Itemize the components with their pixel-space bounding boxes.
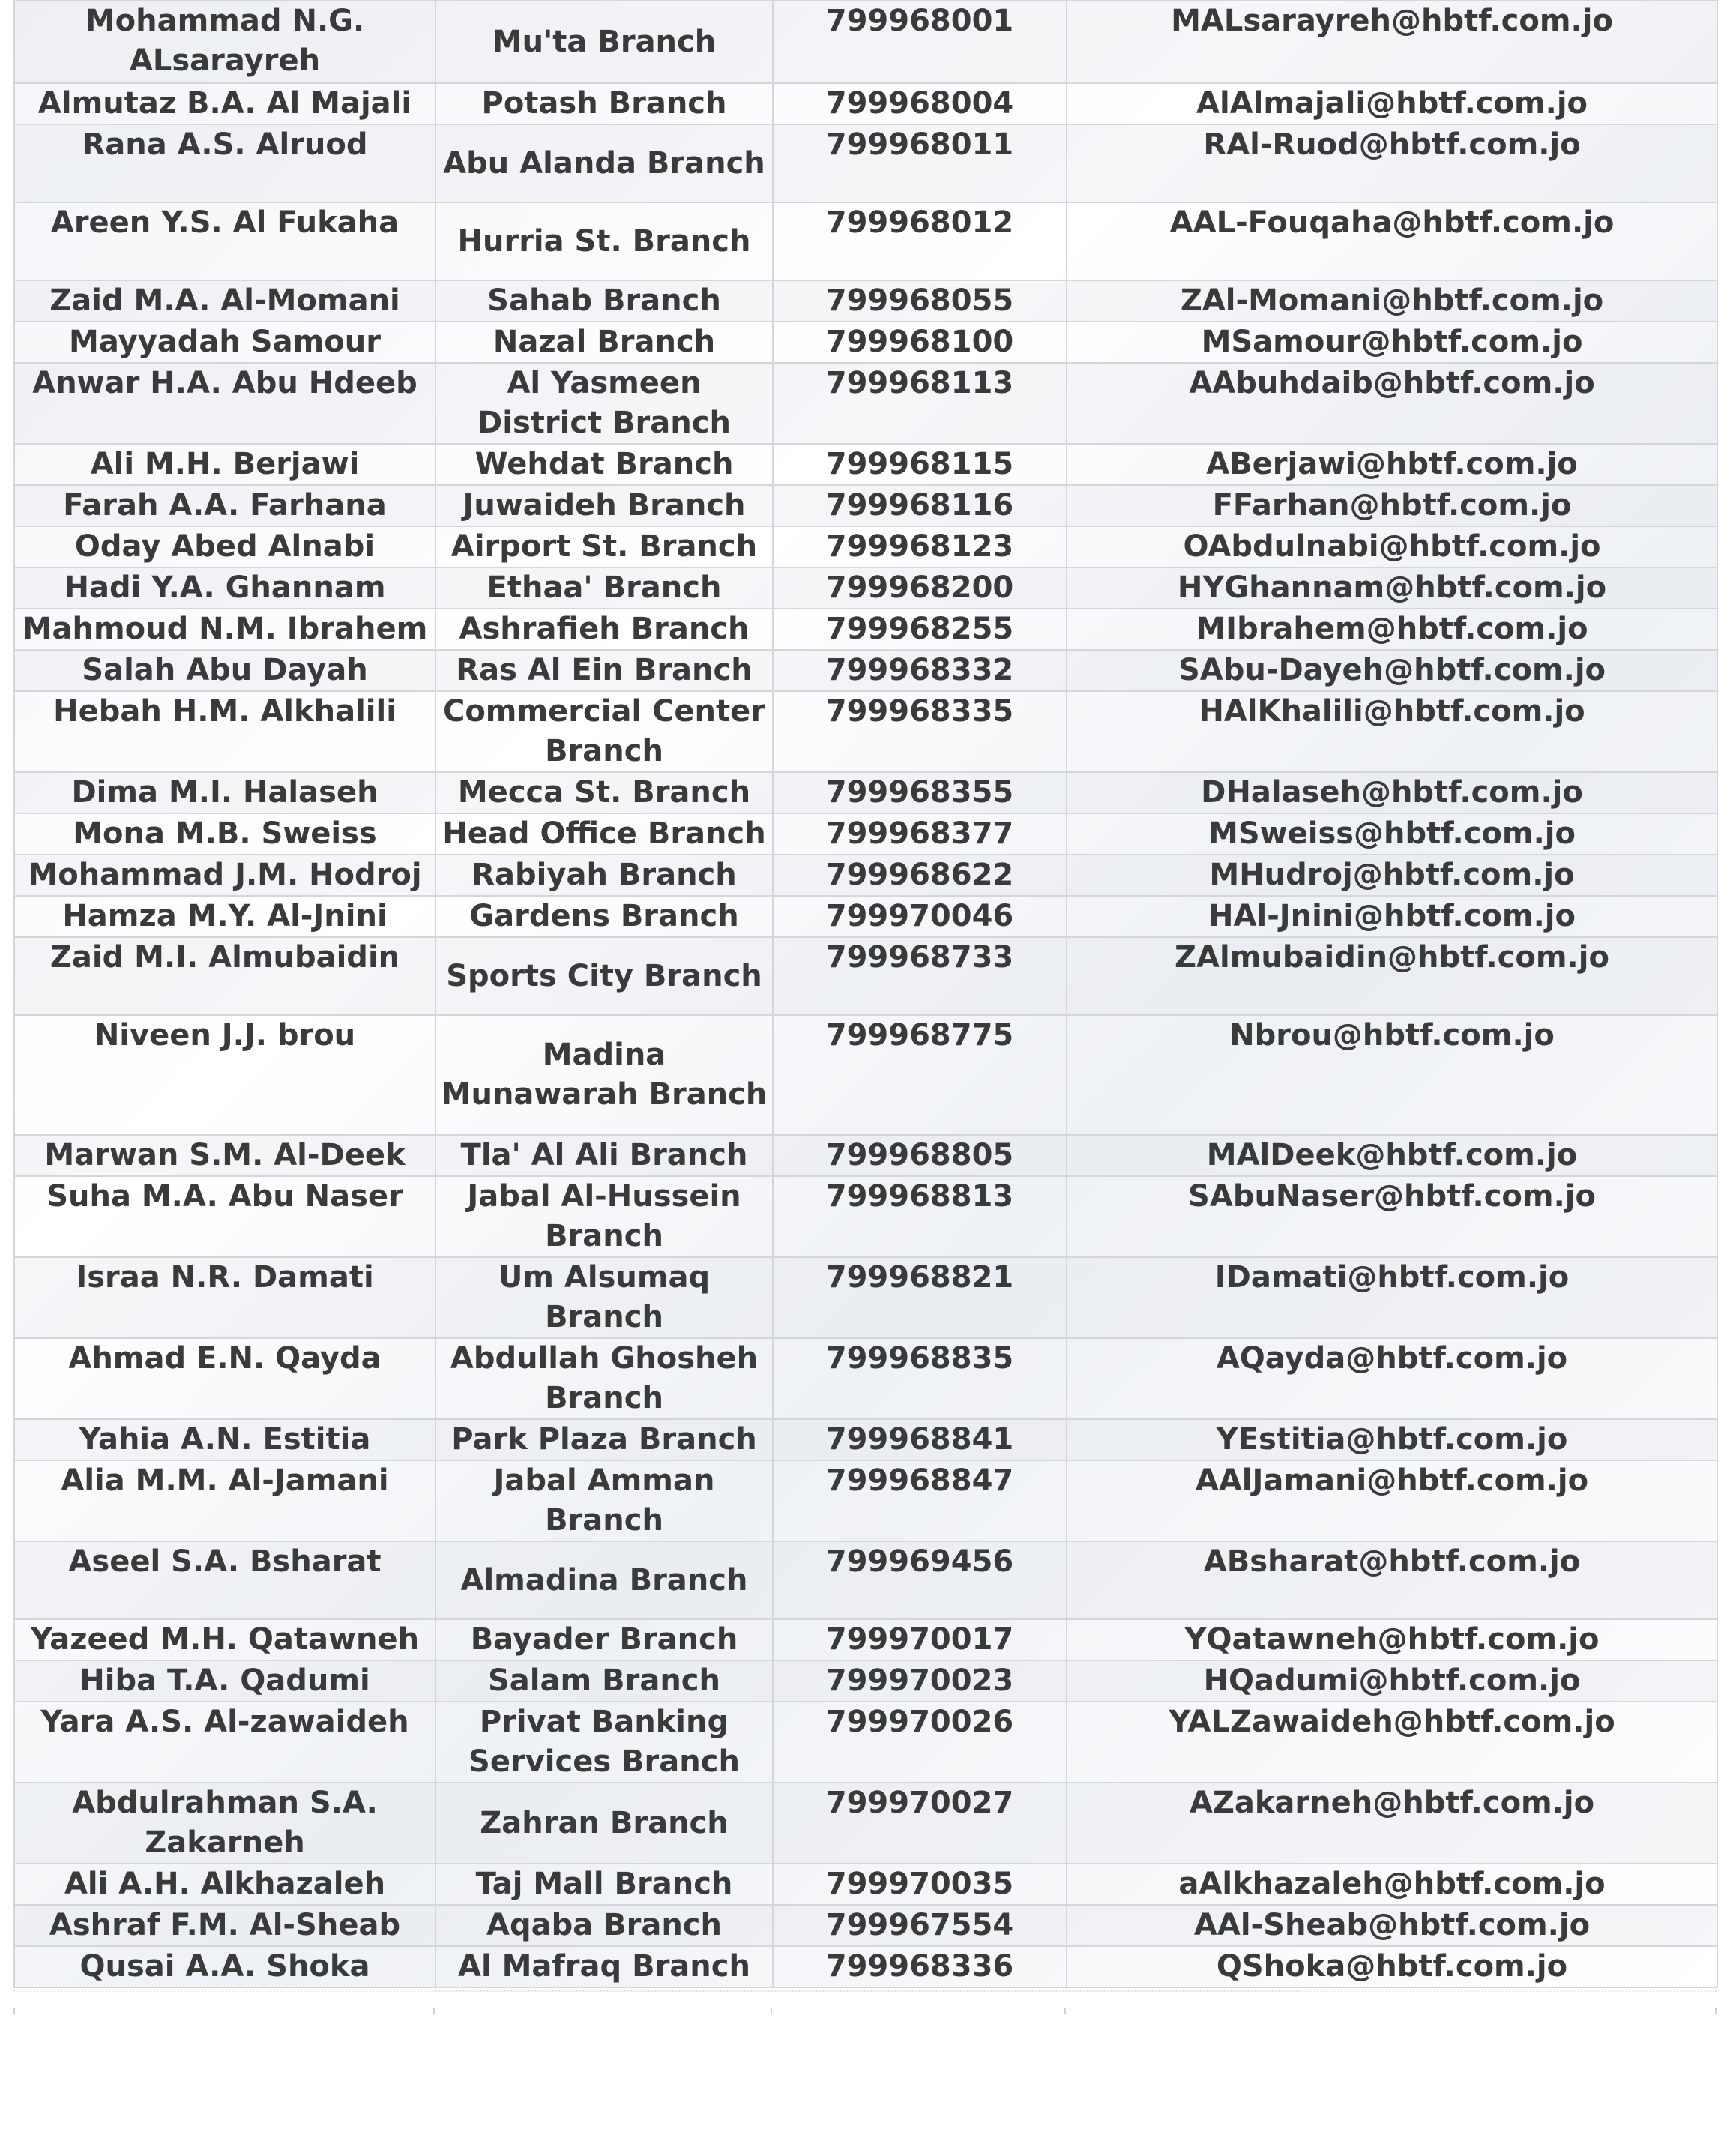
table-row [14, 1, 1717, 83]
phone-number-cell: 799968115 [773, 444, 1067, 485]
branch-name-cell: Head Office Branch [435, 813, 773, 855]
table-row [14, 526, 1717, 567]
branch-name-cell: Privat Banking Services Branch [435, 1702, 773, 1783]
employee-name-cell: Dima M.I. Halaseh [14, 772, 435, 813]
table-row [14, 691, 1717, 772]
email-address-cell: MAlDeek@hbtf.com.jo [1067, 1135, 1717, 1176]
email-address-cell: SAbu-Dayeh@hbtf.com.jo [1067, 650, 1717, 691]
employee-name-cell: Alia M.M. Al-Jamani [14, 1460, 435, 1541]
email-address-cell: RAl-Ruod@hbtf.com.jo [1067, 124, 1717, 202]
branch-name-cell: Mu'ta Branch [435, 1, 773, 83]
email-address-cell: ABsharat@hbtf.com.jo [1067, 1541, 1717, 1619]
employee-name-cell: Hadi Y.A. Ghannam [14, 567, 435, 609]
branch-name-cell: Taj Mall Branch [435, 1864, 773, 1905]
email-address-cell: DHalaseh@hbtf.com.jo [1067, 772, 1717, 813]
email-address-cell: OAbdulnabi@hbtf.com.jo [1067, 526, 1717, 567]
branch-name-cell: Park Plaza Branch [435, 1419, 773, 1460]
branch-name-cell: Gardens Branch [435, 896, 773, 937]
branch-name-cell: Aqaba Branch [435, 1905, 773, 1946]
table-row [14, 124, 1717, 202]
table-row [14, 1015, 1717, 1135]
phone-number-cell: 799967554 [773, 1905, 1067, 1946]
phone-number-cell: 799970026 [773, 1702, 1067, 1783]
table-row [14, 567, 1717, 609]
employee-name-cell: Almutaz B.A. Al Majali [14, 83, 435, 124]
table-row [14, 1783, 1717, 1864]
email-address-cell: AAL-Fouqaha@hbtf.com.jo [1067, 202, 1717, 280]
table-row [14, 444, 1717, 485]
phone-number-cell: 799970035 [773, 1864, 1067, 1905]
email-address-cell: MHudroj@hbtf.com.jo [1067, 855, 1717, 896]
phone-number-cell: 799968255 [773, 609, 1067, 650]
employee-name-cell: Ahmad E.N. Qayda [14, 1338, 435, 1419]
email-address-cell: MIbrahem@hbtf.com.jo [1067, 609, 1717, 650]
email-address-cell: HAlKhalili@hbtf.com.jo [1067, 691, 1717, 772]
branch-name-cell: Wehdat Branch [435, 444, 773, 485]
table-row [14, 1176, 1717, 1257]
phone-number-cell: 799968733 [773, 937, 1067, 1015]
employee-name-cell: Zaid M.I. Almubaidin [14, 937, 435, 1015]
employee-name-cell: Yahia A.N. Estitia [14, 1419, 435, 1460]
email-address-cell: MSweiss@hbtf.com.jo [1067, 813, 1717, 855]
employee-name-cell: Abdulrahman S.A. Zakarneh [14, 1783, 435, 1864]
branch-name-cell: Juwaideh Branch [435, 485, 773, 526]
phone-number-cell: 799968012 [773, 202, 1067, 280]
table-row [14, 1338, 1717, 1419]
phone-number-cell: 799968775 [773, 1015, 1067, 1135]
table-row [14, 1135, 1717, 1176]
branch-name-cell: Potash Branch [435, 83, 773, 124]
phone-number-cell: 799968100 [773, 322, 1067, 363]
employee-name-cell: Farah A.A. Farhana [14, 485, 435, 526]
employee-name-cell: Mahmoud N.M. Ibrahem [14, 609, 435, 650]
email-address-cell: YQatawneh@hbtf.com.jo [1067, 1619, 1717, 1660]
email-address-cell: YALZawaideh@hbtf.com.jo [1067, 1702, 1717, 1783]
employee-name-cell: Suha M.A. Abu Naser [14, 1176, 435, 1257]
table-row [14, 1541, 1717, 1619]
phone-number-cell: 799970023 [773, 1660, 1067, 1702]
employee-name-cell: Oday Abed Alnabi [14, 526, 435, 567]
branch-name-cell: Mecca St. Branch [435, 772, 773, 813]
table-row [14, 1619, 1717, 1660]
phone-number-cell: 799968847 [773, 1460, 1067, 1541]
phone-number-cell: 799968116 [773, 485, 1067, 526]
employee-name-cell: Mohammad J.M. Hodroj [14, 855, 435, 896]
email-address-cell: AAl-Sheab@hbtf.com.jo [1067, 1905, 1717, 1946]
email-address-cell: HYGhannam@hbtf.com.jo [1067, 567, 1717, 609]
phone-number-cell: 799968377 [773, 813, 1067, 855]
employee-name-cell: Mona M.B. Sweiss [14, 813, 435, 855]
employee-name-cell: Aseel S.A. Bsharat [14, 1541, 435, 1619]
table-row [14, 1460, 1717, 1541]
table-row [14, 609, 1717, 650]
employee-name-cell: Zaid M.A. Al-Momani [14, 280, 435, 322]
email-address-cell: AAlJamani@hbtf.com.jo [1067, 1460, 1717, 1541]
email-address-cell: AAbuhdaib@hbtf.com.jo [1067, 363, 1717, 444]
table-row [14, 896, 1717, 937]
email-address-cell: aAlkhazaleh@hbtf.com.jo [1067, 1864, 1717, 1905]
branch-name-cell: Sahab Branch [435, 280, 773, 322]
employee-name-cell: Areen Y.S. Al Fukaha [14, 202, 435, 280]
table-row [14, 813, 1717, 855]
employee-name-cell: Hiba T.A. Qadumi [14, 1660, 435, 1702]
employee-name-cell: Yazeed M.H. Qatawneh [14, 1619, 435, 1660]
phone-number-cell: 799970046 [773, 896, 1067, 937]
branch-name-cell: Ras Al Ein Branch [435, 650, 773, 691]
email-address-cell: HQadumi@hbtf.com.jo [1067, 1660, 1717, 1702]
employee-name-cell: Salah Abu Dayah [14, 650, 435, 691]
employee-name-cell: Ali M.H. Berjawi [14, 444, 435, 485]
email-address-cell: AlAlmajali@hbtf.com.jo [1067, 83, 1717, 124]
table-body [14, 1, 1717, 1987]
table-row [14, 1660, 1717, 1702]
employee-name-cell: Hamza M.Y. Al-Jnini [14, 896, 435, 937]
phone-number-cell: 799968813 [773, 1176, 1067, 1257]
email-address-cell: ABerjawi@hbtf.com.jo [1067, 444, 1717, 485]
phone-number-cell: 799968004 [773, 83, 1067, 124]
table-row [14, 1419, 1717, 1460]
table-row [14, 1864, 1717, 1905]
branch-name-cell: Salam Branch [435, 1660, 773, 1702]
employee-name-cell: Yara A.S. Al-zawaideh [14, 1702, 435, 1783]
table-row [14, 650, 1717, 691]
branch-name-cell: Rabiyah Branch [435, 855, 773, 896]
phone-number-cell: 799968011 [773, 124, 1067, 202]
email-address-cell: AQayda@hbtf.com.jo [1067, 1338, 1717, 1419]
phone-number-cell: 799970017 [773, 1619, 1067, 1660]
table-row [14, 772, 1717, 813]
phone-number-cell: 799968622 [773, 855, 1067, 896]
email-address-cell: Nbrou@hbtf.com.jo [1067, 1015, 1717, 1135]
branch-name-cell: Airport St. Branch [435, 526, 773, 567]
branch-name-cell: Ethaa' Branch [435, 567, 773, 609]
employee-name-cell: Niveen J.J. brou [14, 1015, 435, 1135]
employee-name-cell: Israa N.R. Damati [14, 1257, 435, 1338]
email-address-cell: HAl-Jnini@hbtf.com.jo [1067, 896, 1717, 937]
phone-number-cell: 799969456 [773, 1541, 1067, 1619]
phone-number-cell: 799968336 [773, 1946, 1067, 1987]
employee-name-cell: Ali A.H. Alkhazaleh [14, 1864, 435, 1905]
email-address-cell: SAbuNaser@hbtf.com.jo [1067, 1176, 1717, 1257]
branch-name-cell: Hurria St. Branch [435, 202, 773, 280]
employee-name-cell: Ashraf F.M. Al-Sheab [14, 1905, 435, 1946]
branch-name-cell: Abdullah Ghosheh Branch [435, 1338, 773, 1419]
table-row [14, 1905, 1717, 1946]
branch-name-cell: Ashrafieh Branch [435, 609, 773, 650]
table-row [14, 1702, 1717, 1783]
phone-number-cell: 799970027 [773, 1783, 1067, 1864]
table-row [14, 485, 1717, 526]
phone-number-cell: 799968821 [773, 1257, 1067, 1338]
branch-name-cell: Jabal Al-Hussein Branch [435, 1176, 773, 1257]
phone-number-cell: 799968123 [773, 526, 1067, 567]
employee-name-cell: Mayyadah Samour [14, 322, 435, 363]
table-row [14, 363, 1717, 444]
phone-number-cell: 799968055 [773, 280, 1067, 322]
branch-name-cell: Madina Munawarah Branch [435, 1015, 773, 1135]
table-row [14, 322, 1717, 363]
employee-name-cell: Marwan S.M. Al-Deek [14, 1135, 435, 1176]
phone-number-cell: 799968835 [773, 1338, 1067, 1419]
email-address-cell: YEstitia@hbtf.com.jo [1067, 1419, 1717, 1460]
branch-name-cell: Al Mafraq Branch [435, 1946, 773, 1987]
phone-number-cell: 799968805 [773, 1135, 1067, 1176]
phone-number-cell: 799968355 [773, 772, 1067, 813]
branch-name-cell: Commercial Center Branch [435, 691, 773, 772]
employee-name-cell: Hebah H.M. Alkhalili [14, 691, 435, 772]
phone-number-cell: 799968200 [773, 567, 1067, 609]
staff-directory-table [13, 0, 1718, 1988]
branch-name-cell: Abu Alanda Branch [435, 124, 773, 202]
table-row [14, 1946, 1717, 1987]
table-row [14, 280, 1717, 322]
branch-name-cell: Zahran Branch [435, 1783, 773, 1864]
branch-name-cell: Um Alsumaq Branch [435, 1257, 773, 1338]
branch-name-cell: Tla' Al Ali Branch [435, 1135, 773, 1176]
email-address-cell: MSamour@hbtf.com.jo [1067, 322, 1717, 363]
branch-name-cell: Bayader Branch [435, 1619, 773, 1660]
table-row [14, 1257, 1717, 1338]
phone-number-cell: 799968332 [773, 650, 1067, 691]
email-address-cell: ZAl-Momani@hbtf.com.jo [1067, 280, 1717, 322]
table-row [14, 855, 1717, 896]
employee-name-cell: Rana A.S. Alruod [14, 124, 435, 202]
employee-name-cell: Anwar H.A. Abu Hdeeb [14, 363, 435, 444]
table-row [14, 83, 1717, 124]
email-address-cell: IDamati@hbtf.com.jo [1067, 1257, 1717, 1338]
phone-number-cell: 799968113 [773, 363, 1067, 444]
email-address-cell: ZAlmubaidin@hbtf.com.jo [1067, 937, 1717, 1015]
email-address-cell: MALsarayreh@hbtf.com.jo [1067, 1, 1717, 83]
table-row [14, 937, 1717, 1015]
employee-name-cell: Mohammad N.G. ALsarayreh [14, 1, 435, 83]
branch-name-cell: Nazal Branch [435, 322, 773, 363]
phone-number-cell: 799968841 [773, 1419, 1067, 1460]
branch-name-cell: Sports City Branch [435, 937, 773, 1015]
branch-name-cell: Almadina Branch [435, 1541, 773, 1619]
phone-number-cell: 799968001 [773, 1, 1067, 83]
employee-name-cell: Qusai A.A. Shoka [14, 1946, 435, 1987]
email-address-cell: FFarhan@hbtf.com.jo [1067, 485, 1717, 526]
branch-name-cell: Al Yasmeen District Branch [435, 363, 773, 444]
branch-name-cell: Jabal Amman Branch [435, 1460, 773, 1541]
table-bottom-edge [13, 1990, 1717, 2014]
phone-number-cell: 799968335 [773, 691, 1067, 772]
staff-directory-table-wrapper [13, 0, 1717, 1988]
email-address-cell: QShoka@hbtf.com.jo [1067, 1946, 1717, 1987]
table-row [14, 202, 1717, 280]
email-address-cell: AZakarneh@hbtf.com.jo [1067, 1783, 1717, 1864]
